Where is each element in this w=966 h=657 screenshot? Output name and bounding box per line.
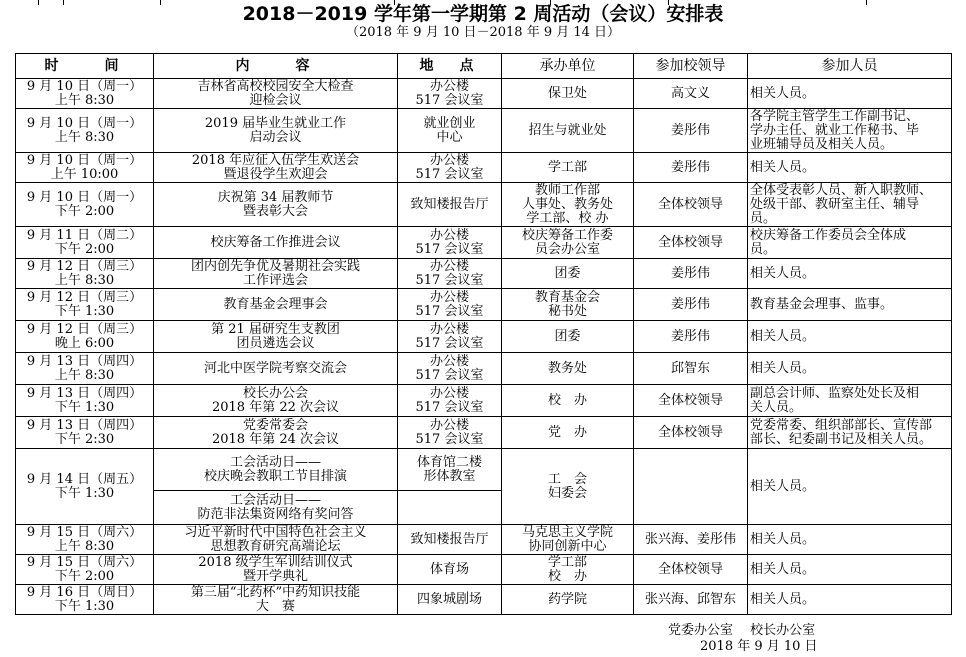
cell-line: 教育基金会 — [534, 289, 600, 305]
leader-cell — [634, 449, 748, 525]
cell-line: 相关人员。 — [750, 159, 816, 175]
location-cell — [398, 353, 502, 385]
location-cell — [398, 321, 502, 353]
cell-line: 姜彤伟 — [670, 122, 710, 138]
location-cell — [398, 525, 502, 555]
cell-line: 办公楼 — [429, 258, 469, 274]
cell-line: 形体教室 — [423, 468, 476, 484]
location-cell — [398, 491, 502, 525]
cell-line: 全体受表彰人员、新入职教师、 — [750, 182, 933, 198]
cell-line: 全体校领导 — [657, 424, 723, 440]
attendees-cell — [748, 109, 952, 153]
content-cell — [154, 259, 398, 289]
cell-line: 2018 年第 22 次会议 — [211, 399, 340, 415]
leader-cell — [634, 289, 748, 321]
cell-line: 办公楼 — [429, 78, 469, 94]
cell-line: 办公楼 — [429, 289, 469, 305]
cell-line: 河北中医学院考察交流会 — [203, 360, 347, 376]
cell-line: 姜彤伟 — [670, 328, 710, 344]
leader-cell — [634, 385, 748, 417]
location-cell — [398, 417, 502, 449]
cell-line: 2018 级学生军训结训仪式 — [198, 554, 353, 570]
location-cell — [398, 289, 502, 321]
cell-line: 下午 2:00 — [54, 241, 115, 257]
cell-line: 张兴海、姜彤伟 — [644, 531, 736, 547]
cell-line: 副总会计师、监察处处长及相 — [750, 385, 920, 401]
cell-line: 上午 8:30 — [54, 272, 115, 288]
cell-line: 办公楼 — [429, 417, 469, 433]
cell-line: 上午 8:30 — [54, 129, 115, 145]
cell-line: 下午 2:00 — [54, 568, 115, 584]
table-row — [16, 153, 952, 183]
location-cell — [398, 183, 502, 227]
time-cell — [16, 555, 154, 585]
cell-line: 办公楼 — [429, 227, 469, 243]
location-cell — [398, 109, 502, 153]
attendees-cell — [748, 417, 952, 449]
cell-line: 业班辅导员及相关人员。 — [750, 136, 894, 152]
leader-cell — [634, 353, 748, 385]
cell-line: 教育基金会理事会 — [223, 296, 328, 312]
cell-line: 517 会议室 — [415, 399, 484, 415]
cell-line: 校庆筹备工作委员会全体成 — [750, 227, 907, 243]
cell-line: 启动会议 — [249, 129, 302, 145]
cell-line: 下午 2:30 — [54, 431, 115, 447]
content-cell — [154, 353, 398, 385]
time-cell — [16, 321, 154, 353]
organizer-cell — [502, 109, 634, 153]
location-cell — [398, 153, 502, 183]
cell-line: 上午 8:30 — [54, 367, 115, 383]
cell-line: 办公楼 — [429, 353, 469, 369]
cell-line: 下午 2:00 — [54, 203, 115, 219]
leader-cell — [634, 227, 748, 259]
content-cell — [154, 555, 398, 585]
cell-line: 大 赛 — [255, 598, 295, 614]
location-cell — [398, 227, 502, 259]
cell-line: 晚上 6:00 — [54, 335, 115, 351]
cell-line: 就业创业 — [423, 115, 476, 131]
content-cell — [154, 449, 398, 491]
cell-line: 9 月 13 日（周四） — [26, 353, 143, 369]
cell-line: 9 月 13 日（周四） — [26, 417, 143, 433]
cell-line: 工 会 — [547, 471, 587, 487]
cell-line: 习近平新时代中国特色社会主义 — [184, 524, 367, 540]
cell-line: 9 月 10 日（周一） — [26, 189, 143, 205]
table-row — [16, 525, 952, 555]
table-row — [16, 353, 952, 385]
cell-line: 下午 1:30 — [54, 485, 115, 501]
cell-line: 保卫处 — [547, 85, 587, 101]
cell-line: 校庆筹备工作推进会议 — [210, 234, 341, 250]
cell-line: 团员遴选会议 — [236, 335, 315, 351]
time-cell — [16, 353, 154, 385]
cell-line: 2019 届毕业生就业工作 — [204, 115, 347, 131]
time-cell — [16, 259, 154, 289]
organizer-cell — [502, 321, 634, 353]
leader-cell — [634, 109, 748, 153]
attendees-cell — [748, 289, 952, 321]
cell-line: 相关人员。 — [750, 265, 816, 281]
organizer-cell — [502, 289, 634, 321]
cell-line: 517 会议室 — [415, 241, 484, 257]
cell-line: 上午 8:30 — [54, 538, 115, 554]
table-row — [16, 449, 952, 491]
attendees-cell — [748, 585, 952, 615]
cell-line: 517 会议室 — [415, 92, 484, 108]
cell-line: 姜彤伟 — [670, 159, 710, 175]
cell-line: 中心 — [436, 129, 463, 145]
cell-line: 暨开学典礼 — [242, 568, 308, 584]
cell-line: 药学院 — [547, 591, 587, 607]
content-cell — [154, 491, 398, 525]
cell-line: 致知楼报告厅 — [410, 531, 489, 547]
location-cell — [398, 385, 502, 417]
table-row — [16, 259, 952, 289]
attendees-cell — [748, 153, 952, 183]
cell-line: 全体校领导 — [657, 392, 723, 408]
header-location: 地 点 — [398, 54, 502, 79]
cell-line: 人事处、教务处 — [521, 196, 613, 212]
leader-cell — [634, 525, 748, 555]
attendees-cell — [748, 183, 952, 227]
cell-line: 第 21 届研究生支教团 — [211, 321, 340, 337]
cell-line: 处级干部、教研室主任、辅导 — [750, 196, 920, 212]
time-cell — [16, 385, 154, 417]
header-organizer: 承办单位 — [502, 54, 634, 79]
cell-line: 9 月 12 日（周三） — [26, 321, 143, 337]
cell-line: 全体校领导 — [657, 196, 723, 212]
content-cell — [154, 109, 398, 153]
cell-line: 9 月 10 日（周一） — [26, 152, 143, 168]
leader-cell — [634, 259, 748, 289]
time-cell — [16, 183, 154, 227]
cell-line: 第三届“北药杯”中药知识技能 — [190, 584, 361, 600]
cell-line: 学工部 — [547, 159, 587, 175]
cell-line: 下午 1:30 — [54, 399, 115, 415]
cell-line: 相关人员。 — [750, 85, 816, 101]
cell-line: 工作评选会 — [242, 272, 308, 288]
leader-cell — [634, 79, 748, 109]
cell-line: 教育基金会理事、监事。 — [750, 296, 894, 312]
table-row — [16, 585, 952, 615]
cell-line: 党 办 — [547, 424, 587, 440]
header-content: 内 容 — [154, 54, 398, 79]
cell-line: 教务处 — [547, 360, 587, 376]
time-cell — [16, 449, 154, 525]
cell-line: 相关人员。 — [750, 478, 816, 494]
table-row — [16, 183, 952, 227]
organizer-cell — [502, 259, 634, 289]
organizer-cell — [502, 353, 634, 385]
schedule-table — [15, 53, 952, 615]
cell-line: 部长、纪委副书记及相关人员。 — [750, 431, 933, 447]
time-cell — [16, 525, 154, 555]
cell-line: 团委 — [554, 265, 581, 281]
cell-line: 吉林省高校校园安全大检查 — [197, 78, 354, 94]
cell-line: 员。 — [750, 210, 777, 226]
cell-line: 上午 10:00 — [50, 166, 119, 182]
leader-cell — [634, 417, 748, 449]
cell-line: 教师工作部 — [534, 182, 600, 198]
organizer-cell — [502, 227, 634, 259]
time-cell — [16, 289, 154, 321]
cell-line: 9 月 13 日（周四） — [26, 385, 143, 401]
cell-line: 办公楼 — [429, 385, 469, 401]
header-row — [16, 54, 952, 79]
cell-line: 庆祝第 34 届教师节 — [217, 189, 334, 205]
cell-line: 办公楼 — [429, 321, 469, 337]
attendees-cell — [748, 525, 952, 555]
organizer-cell — [502, 183, 634, 227]
cell-line: 相关人员。 — [750, 531, 816, 547]
document-title: 2018－2019 学年第一学期第 2 周活动（会议）安排表 — [242, 3, 724, 25]
leader-cell — [634, 153, 748, 183]
cell-line: 全体校领导 — [657, 561, 723, 577]
cell-line: 517 会议室 — [415, 272, 484, 288]
cell-line: 姜彤伟 — [670, 296, 710, 312]
cell-line: 校 办 — [547, 568, 587, 584]
attendees-cell — [748, 385, 952, 417]
footer-date: 2018 年 9 月 10 日 — [700, 639, 818, 654]
cell-line: 协同创新中心 — [528, 538, 607, 554]
cell-line: 517 会议室 — [415, 367, 484, 383]
cell-line: 迎检会议 — [249, 92, 302, 108]
cell-line: 下午 1:30 — [54, 303, 115, 319]
cell-line: 校庆筹备工作委 — [521, 227, 613, 243]
table-row — [16, 417, 952, 449]
time-cell — [16, 227, 154, 259]
cell-line: 9 月 12 日（周三） — [26, 258, 143, 274]
cell-line: 9 月 11 日（周二） — [26, 227, 143, 243]
cell-line: 体育场 — [429, 561, 469, 577]
content-cell — [154, 525, 398, 555]
content-cell — [154, 385, 398, 417]
table-row — [16, 385, 952, 417]
organizer-cell — [502, 555, 634, 585]
cell-line: 校 办 — [547, 392, 587, 408]
content-cell — [154, 321, 398, 353]
leader-cell — [634, 321, 748, 353]
cell-line: 致知楼报告厅 — [410, 196, 489, 212]
cell-line: 四象城剧场 — [416, 591, 482, 607]
table-row — [16, 227, 952, 259]
cell-line: 关人员。 — [750, 399, 803, 415]
cell-line: 517 会议室 — [415, 166, 484, 182]
table-row — [16, 79, 952, 109]
cell-line: 马克思主义学院 — [521, 524, 613, 540]
location-cell — [398, 259, 502, 289]
cell-line: 相关人员。 — [750, 360, 816, 376]
cell-line: 9 月 16 日（周日） — [26, 584, 143, 600]
attendees-cell — [748, 449, 952, 525]
cell-line: 9 月 15 日（周六） — [26, 524, 143, 540]
content-cell — [154, 417, 398, 449]
cell-line: 张兴海、邱智东 — [644, 591, 736, 607]
organizer-cell — [502, 525, 634, 555]
cell-line: 暨退役学生欢迎会 — [223, 166, 328, 182]
attendees-cell — [748, 79, 952, 109]
leader-cell — [634, 183, 748, 227]
location-cell — [398, 449, 502, 491]
cell-line: 团内创先争优及暑期社会实践 — [190, 258, 360, 274]
cell-line: 全体校领导 — [657, 234, 723, 250]
table-row — [16, 555, 952, 585]
time-cell — [16, 585, 154, 615]
cell-line: 防范非法集资网络有奖问答 — [197, 506, 354, 522]
organizer-cell — [502, 153, 634, 183]
table-row — [16, 109, 952, 153]
cell-line: 姜彤伟 — [670, 265, 710, 281]
organizer-cell — [502, 417, 634, 449]
cell-line: 党委常委、组织部部长、宣传部 — [750, 417, 933, 433]
cell-line: 团委 — [554, 328, 581, 344]
cell-line: 9 月 10 日（周一） — [26, 115, 143, 131]
cell-line: 党委常委会 — [242, 417, 308, 433]
cell-line: 9 月 15 日（周六） — [26, 554, 143, 570]
cell-line: 校长办公会 — [242, 385, 308, 401]
header-time: 时 间 — [16, 54, 154, 79]
cell-line: 招生与就业处 — [528, 122, 607, 138]
cell-line: 工会活动日—— — [229, 492, 321, 508]
cell-line: 517 会议室 — [415, 431, 484, 447]
organizer-cell — [502, 585, 634, 615]
cell-line: 2018 年应征入伍学生欢送会 — [191, 152, 360, 168]
table-row — [16, 321, 952, 353]
cell-line: 517 会议室 — [415, 303, 484, 319]
content-cell — [154, 183, 398, 227]
location-cell — [398, 585, 502, 615]
cell-line: 9 月 12 日（周三） — [26, 289, 143, 305]
time-cell — [16, 417, 154, 449]
table-row — [16, 289, 952, 321]
content-cell — [154, 227, 398, 259]
cell-line: 思想教育研究高端论坛 — [210, 538, 341, 554]
time-cell — [16, 153, 154, 183]
attendees-cell — [748, 321, 952, 353]
time-cell — [16, 79, 154, 109]
organizer-cell — [502, 449, 634, 525]
cell-line: 妇委会 — [547, 485, 587, 501]
cell-line: 学工部 — [547, 554, 587, 570]
cell-line: 学办主任、就业工作秘书、毕 — [750, 122, 920, 138]
cell-line: 9 月 14 日（周五） — [26, 471, 143, 487]
document-subtitle: （2018 年 9 月 10 日－2018 年 9 月 14 日） — [345, 25, 621, 40]
cell-line: 9 月 10 日（周一） — [26, 78, 143, 94]
cell-line: 2018 年第 24 次会议 — [211, 431, 340, 447]
cell-line: 员会办公室 — [534, 241, 600, 257]
attendees-cell — [748, 555, 952, 585]
content-cell — [154, 289, 398, 321]
cell-line: 下午 1:30 — [54, 598, 115, 614]
cell-line: 上午 8:30 — [54, 92, 115, 108]
footer-issuers: 党委办公室 校长办公室 — [668, 623, 816, 638]
cell-line: 学工部、校 办 — [526, 210, 609, 226]
content-cell — [154, 585, 398, 615]
attendees-cell — [748, 227, 952, 259]
cell-line: 邱智东 — [670, 360, 710, 376]
cell-line: 校庆晚会教职工节目排演 — [203, 468, 347, 484]
content-cell — [154, 153, 398, 183]
cell-line: 各学院主管学生工作副书记、 — [750, 108, 920, 124]
location-cell — [398, 79, 502, 109]
cell-line: 工会活动日—— — [229, 454, 321, 470]
leader-cell — [634, 585, 748, 615]
cell-line: 秘书处 — [547, 303, 587, 319]
location-cell — [398, 555, 502, 585]
time-cell — [16, 109, 154, 153]
cell-line: 员。 — [750, 241, 777, 257]
cell-line: 高文义 — [670, 85, 710, 101]
cell-line: 相关人员。 — [750, 591, 816, 607]
cell-line: 相关人员。 — [750, 561, 816, 577]
cell-line: 相关人员。 — [750, 328, 816, 344]
attendees-cell — [748, 259, 952, 289]
header-leader: 参加校领导 — [634, 54, 748, 79]
organizer-cell — [502, 385, 634, 417]
organizer-cell — [502, 79, 634, 109]
attendees-cell — [748, 353, 952, 385]
cell-line: 暨表彰大会 — [242, 203, 308, 219]
cell-line: 办公楼 — [429, 152, 469, 168]
cell-line: 体育馆二楼 — [416, 454, 482, 470]
header-attendees: 参加人员 — [748, 54, 952, 79]
leader-cell — [634, 555, 748, 585]
content-cell — [154, 79, 398, 109]
cell-line: 517 会议室 — [415, 335, 484, 351]
